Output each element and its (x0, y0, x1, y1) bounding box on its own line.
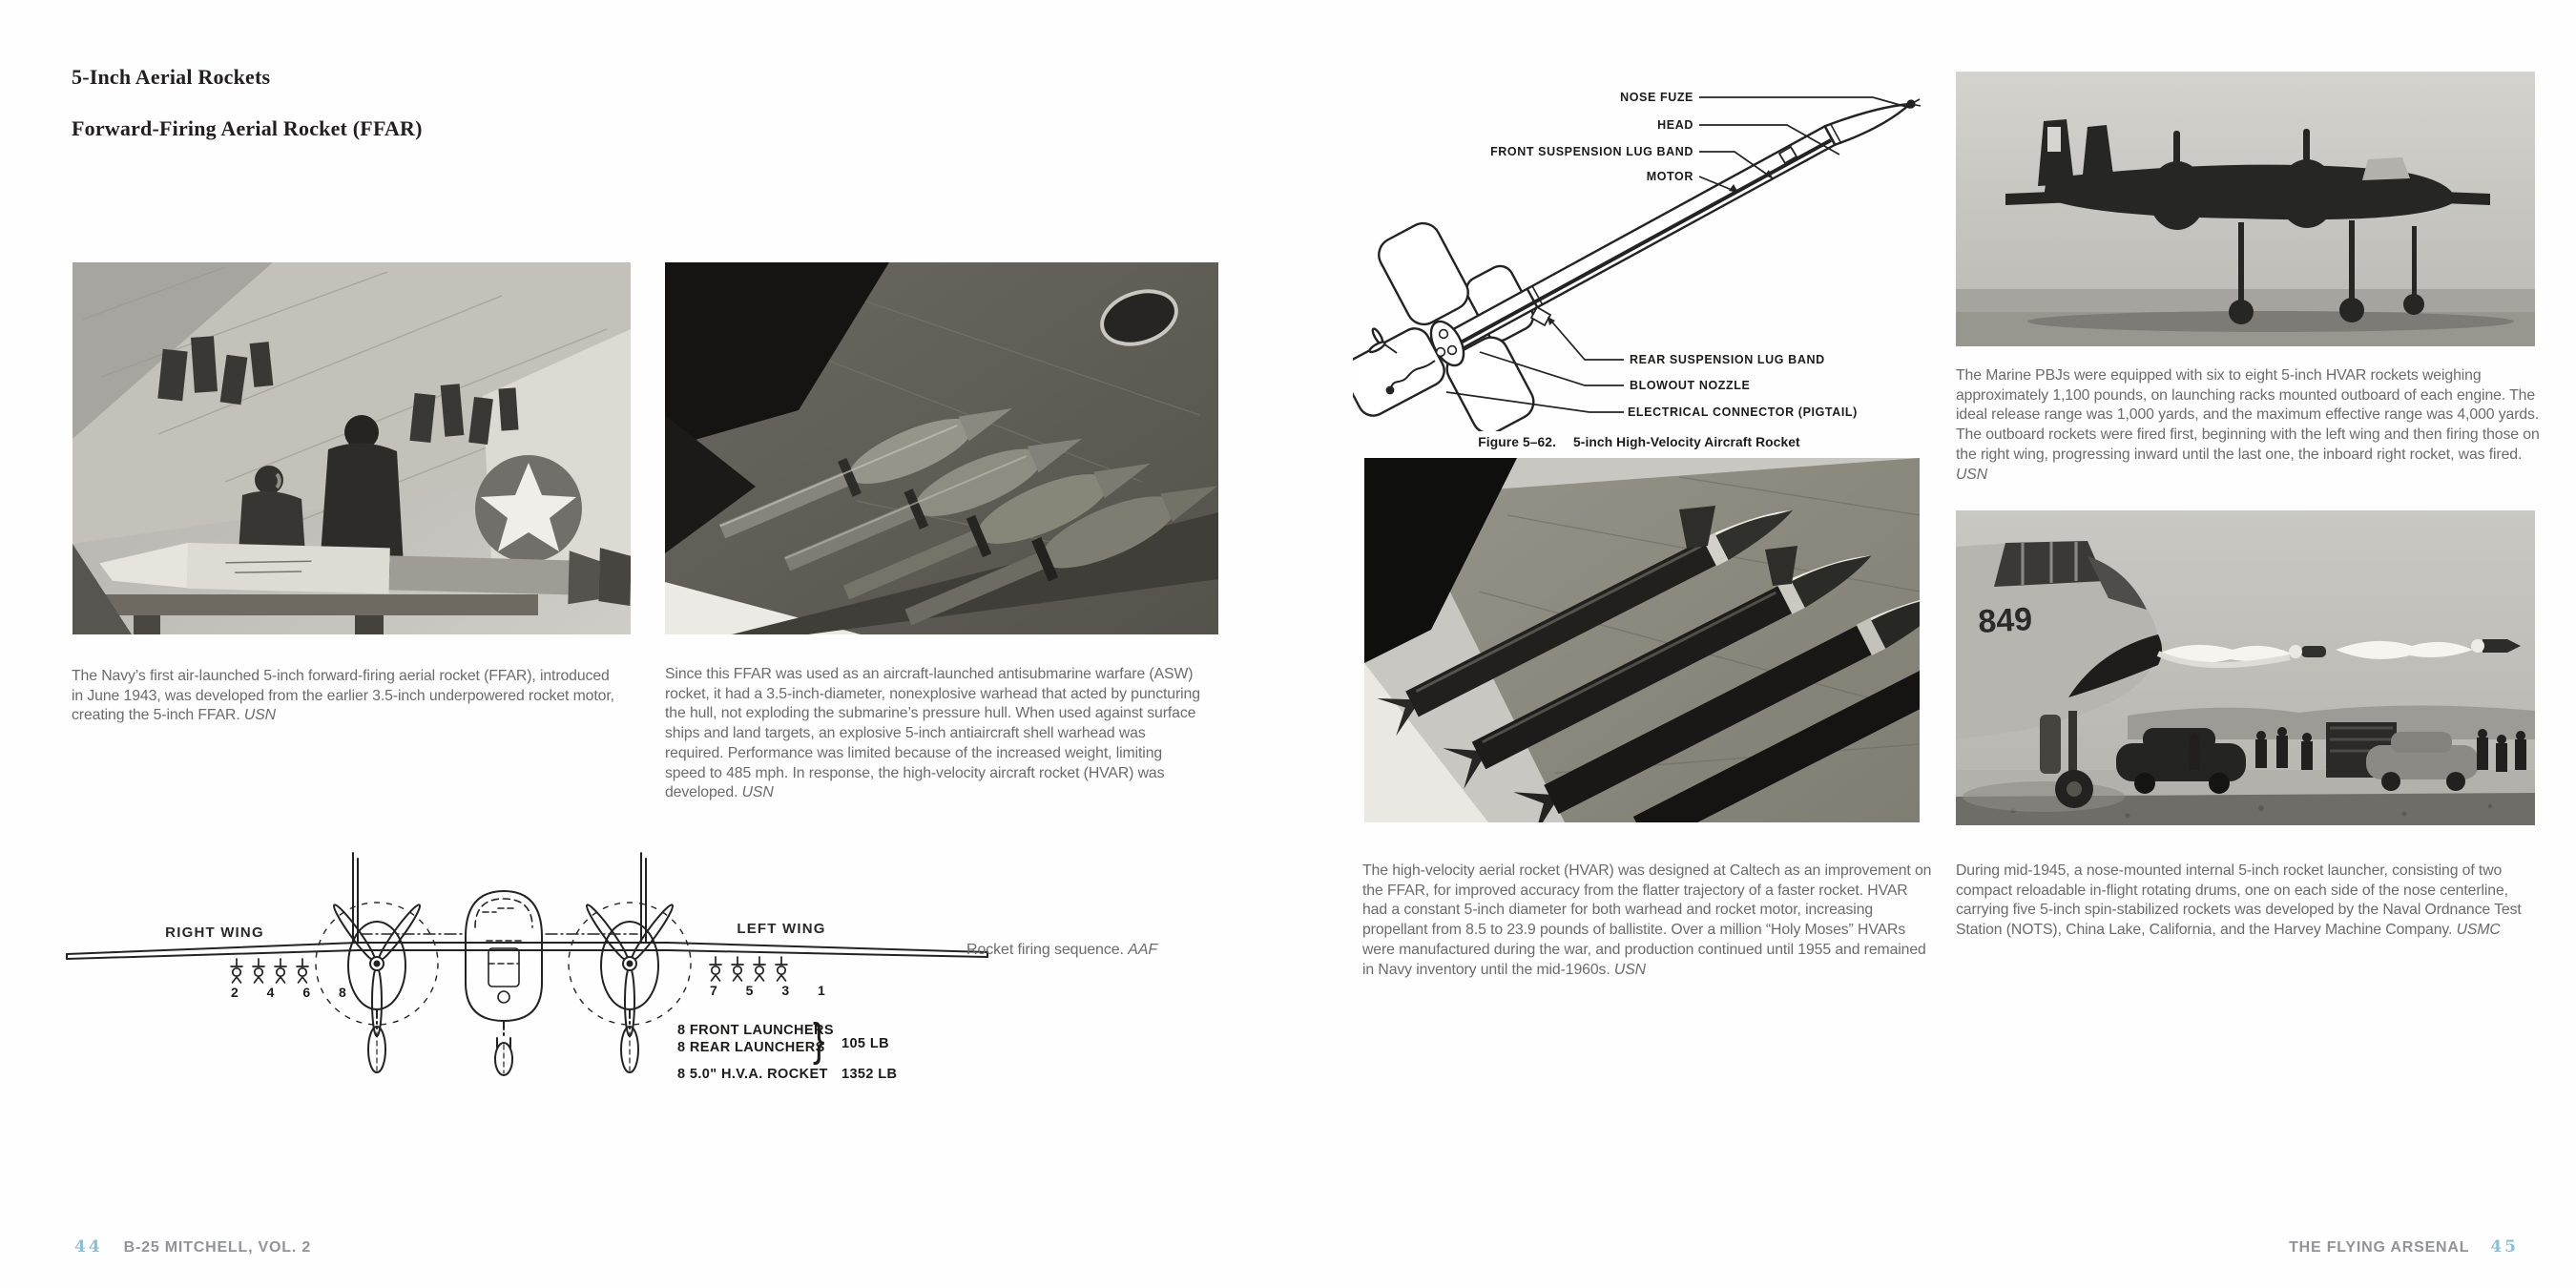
table-plank (90, 594, 538, 615)
left-wing-sequence-numbers: 7 5 3 1 (710, 983, 838, 998)
right-wing-label: RIGHT WING (165, 924, 264, 941)
photo-credit: USMC (2456, 922, 2501, 939)
caption-nots: During mid-1945, a nose-mounted internal 5-inch rocket launcher, consisting of two compact reloadable in-flight rotating drums, one on each side of the nose centerline, carrying five 5-inch spin-stabilized rockets was developed by the Naval Ordnance Test Station (NOTS), China Lake, California, and the Harvey Machine Company. USMC (1956, 862, 2522, 939)
figure-caption (1353, 435, 1925, 449)
photo-credit: USN (1956, 466, 1988, 483)
figure-number: Figure 5–62. (1478, 435, 1556, 449)
right-wing-rockets (231, 959, 308, 983)
label-motor: MOTOR (1646, 170, 1693, 183)
photo-credit: USN (741, 784, 774, 801)
photo-credit: AAF (1128, 942, 1158, 958)
photo-nose-rocket-firing (1956, 510, 2535, 825)
label-nose-fuze: NOSE FUZE (1620, 91, 1693, 104)
front-launchers-row: 8 FRONT LAUNCHERS (677, 1023, 834, 1038)
left-wing-label: LEFT WING (737, 921, 826, 937)
hva-rocket-weight: 1352 LB (841, 1067, 898, 1082)
chapter-title: THE FLYING ARSENAL (2289, 1239, 2470, 1256)
label-front-band: FRONT SUSPENSION LUG BAND (1490, 145, 1693, 158)
photo-pbj-ground (1956, 72, 2535, 346)
left-footer (74, 1237, 311, 1257)
caption-pbj: The Marine PBJs were equipped with six to eight 5-inch HVAR rockets weighing approximately 1,100 pounds, on launching racks mounted outboard of each engine. The ideal release range was 1,000 yards, and the maximum effective range was 4,000 yards. The outboard rockets were fired first, beginning with the left wing and then firing those on the right wing, progressing inward until the last one, the inboard right rocket, was fired. USN (1956, 367, 2540, 483)
right-wing-sequence-numbers: 2 4 6 8 (231, 985, 359, 1000)
subsection-heading: Forward-Firing Aerial Rocket (FFAR) (72, 116, 423, 140)
page-number: 44 (74, 1237, 103, 1257)
rear-launchers-row: 8 REAR LAUNCHERS (677, 1040, 825, 1055)
photo-ffar-underwing (665, 262, 1218, 634)
right-footer (2289, 1237, 2519, 1257)
photo-credit: USN (1613, 961, 1646, 978)
label-head: HEAD (1657, 118, 1693, 132)
caption-ffar-asw: Since this FFAR was used as an aircraft-launched antisubmarine warfare (ASW) rocket, it had a 3.5-inch-diameter, nonexplosive warhead that acted by puncturing the hull, not exploding the submarine’s pressure hull. When used against surface ships and land targets, an explosive 5-inch antiaircraft shell warhead was required. Performance was limited because of the increased weight, limiting speed to 485 mph. In response, the high-velocity aircraft rocket (HVAR) was developed. USN (665, 666, 1200, 801)
launchers-weight: 105 LB (841, 1036, 889, 1051)
photo-credit: USN (243, 707, 276, 724)
firing-sequence-diagram (57, 841, 1011, 1094)
figure-title: 5-inch High-Velocity Aircraft Rocket (1573, 435, 1800, 449)
page-number: 45 (2490, 1237, 2519, 1257)
caption-sequence: Rocket firing sequence. AAF (966, 942, 1158, 958)
caption-hvar: The high-velocity aerial rocket (HVAR) was designed at Caltech as an improvement on the FFAR, for improved accuracy from the flatter trajectory of a faster rocket. HVAR had a constant 5-inch diameter for both warhead and rocket motor, increasing propellant from 8.5 to 23.9 pounds of ballistite. Over a million “Holy Moses” HVARs were manufactured during the war, and production continued until 1955 and remained in Navy inventory until the mid-1960s. USN (1362, 862, 1932, 978)
section-heading: 5-Inch Aerial Rockets (72, 65, 271, 89)
hva-rocket-row: 8 5.0" H.V.A. ROCKET (677, 1067, 828, 1082)
left-wing-rockets (710, 957, 787, 981)
book-title: B-25 MITCHELL, VOL. 2 (123, 1239, 312, 1256)
caption-ffar-loading: The Navy’s first air-launched 5-inch forward-firing aerial rocket (FFAR), introduced in June 1943, was developed from the earlier 3.5-inch underpowered rocket motor, creating the 5-inch FFAR. USN (72, 668, 614, 724)
label-electrical-connector: ELECTRICAL CONNECTOR (PIGTAIL) (1628, 405, 1858, 419)
hvar-figure-diagram (1353, 38, 1925, 431)
brace-glyph: } (813, 1014, 825, 1067)
nose-number: 849 (1977, 601, 2034, 640)
photo-ffar-loading (73, 262, 631, 634)
label-rear-band: REAR SUSPENSION LUG BAND (1630, 353, 1825, 366)
label-blowout-nozzle: BLOWOUT NOZZLE (1630, 379, 1751, 392)
photo-hvar-closeup (1364, 458, 1920, 822)
